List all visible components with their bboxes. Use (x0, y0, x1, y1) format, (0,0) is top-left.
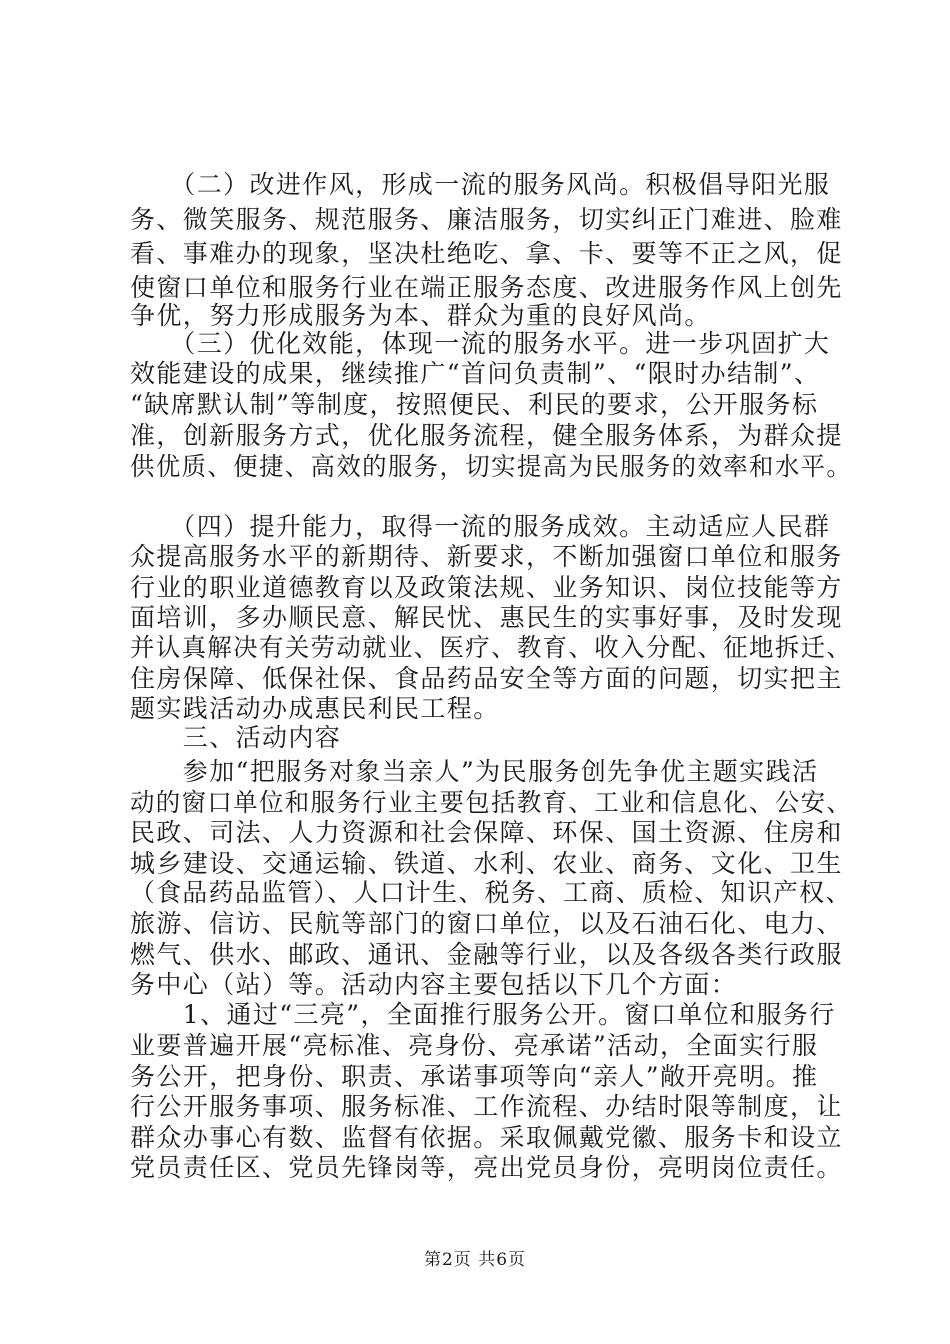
paragraph-line: （食品药品监管）、人口计生、税务、工商、质检、知识产权、 (130, 878, 852, 907)
paragraph-line: 动的窗口单位和服务行业主要包括教育、工业和信息化、公安、 (130, 788, 853, 817)
paragraph-line: 争优，努力形成服务为本、群众为重的良好风尚。 (130, 301, 711, 330)
paragraph-line: 群众办事心有数、监督有依据。采取佩戴党徽、服务卡和设立 (130, 1123, 843, 1152)
paragraph-line: 众提高服务水平的新期待、新要求，不断加强窗口单位和服务 (130, 542, 843, 571)
paragraph-line: 业要普遍开展“亮标准、亮身份、亮承诺”活动，全面实行服 (130, 1031, 819, 1060)
paragraph-line: “缺席默认制”等制度，按照便民、利民的要求，公开服务标 (130, 390, 819, 419)
paragraph-line: （三）优化效能，体现一流的服务水平。进一步巩固扩大 (130, 329, 831, 358)
paragraph-line: 参加“把服务对象当亲人”为民服务创先争优主题实践活 (130, 757, 819, 786)
paragraph-line: 城乡建设、交通运输、铁道、水利、农业、商务、文化、卫生 (130, 849, 843, 878)
paragraph-line: 民政、司法、人力资源和社会保障、环保、国土资源、住房和 (130, 818, 843, 847)
paragraph-line: 效能建设的成果，继续推广“首问负责制”、“限时办结制”、 (130, 359, 821, 388)
paragraph-line: 供优质、便捷、高效的服务，切实提高为民服务的效率和水平。 (130, 452, 853, 481)
paragraph-line: 燃气、供水、邮政、通讯、金融等行业，以及各级各类行政服 (130, 940, 843, 969)
paragraph-line: 准，创新服务方式，优化服务流程，健全服务体系，为群众提 (130, 421, 843, 450)
paragraph-line: 题实践活动办成惠民利民工程。 (130, 694, 500, 723)
paragraph-line: 务中心（站）等。活动内容主要包括以下几个方面： (130, 970, 738, 999)
paragraph-line: 住房保障、低保社保、食品药品安全等方面的问题，切实把主 (130, 664, 843, 693)
paragraph-line: 行业的职业道德教育以及政策法规、业务知识、岗位技能等方 (130, 573, 843, 602)
paragraph-line: 并认真解决有关劳动就业、医疗、教育、收入分配、征地拆迁、 (130, 633, 853, 662)
paragraph-line: 使窗口单位和服务行业在端正服务态度、改进服务作风上创先 (130, 273, 843, 302)
paragraph-line: 旅游、信访、民航等部门的窗口单位，以及石油石化、电力、 (130, 909, 843, 938)
paragraph-line: 党员责任区、党员先锋岗等，亮出党员身份，亮明岗位责任。 (130, 1153, 843, 1182)
paragraph-line: （四）提升能力，取得一流的服务成效。主动适应人民群 (130, 512, 831, 541)
paragraph-line: （二）改进作风，形成一流的服务风尚。积极倡导阳光服 (130, 170, 831, 199)
paragraph-line: 看、事难办的现象，坚决杜绝吃、拿、卡、要等不正之风，促 (130, 239, 843, 268)
paragraph-line: 务公开，把身份、职责、承诺事项等向“亲人”敞开亮明。推 (130, 1062, 819, 1091)
page-footer: 第2页 共6页 (423, 1250, 527, 1270)
paragraph-line: 行公开服务事项、服务标准、工作流程、办结时限等制度，让 (130, 1092, 843, 1121)
paragraph-line: 务、微笑服务、规范服务、廉洁服务，切实纠正门难进、脸难 (130, 205, 843, 234)
section-heading: 三、活动内容 (130, 723, 342, 752)
paragraph-line: 1、通过“三亮”，全面推行服务公开。窗口单位和服务行 (130, 1000, 836, 1029)
paragraph-line: 面培训，多办顺民意、解民忧、惠民生的实事好事，及时发现 (130, 603, 843, 632)
